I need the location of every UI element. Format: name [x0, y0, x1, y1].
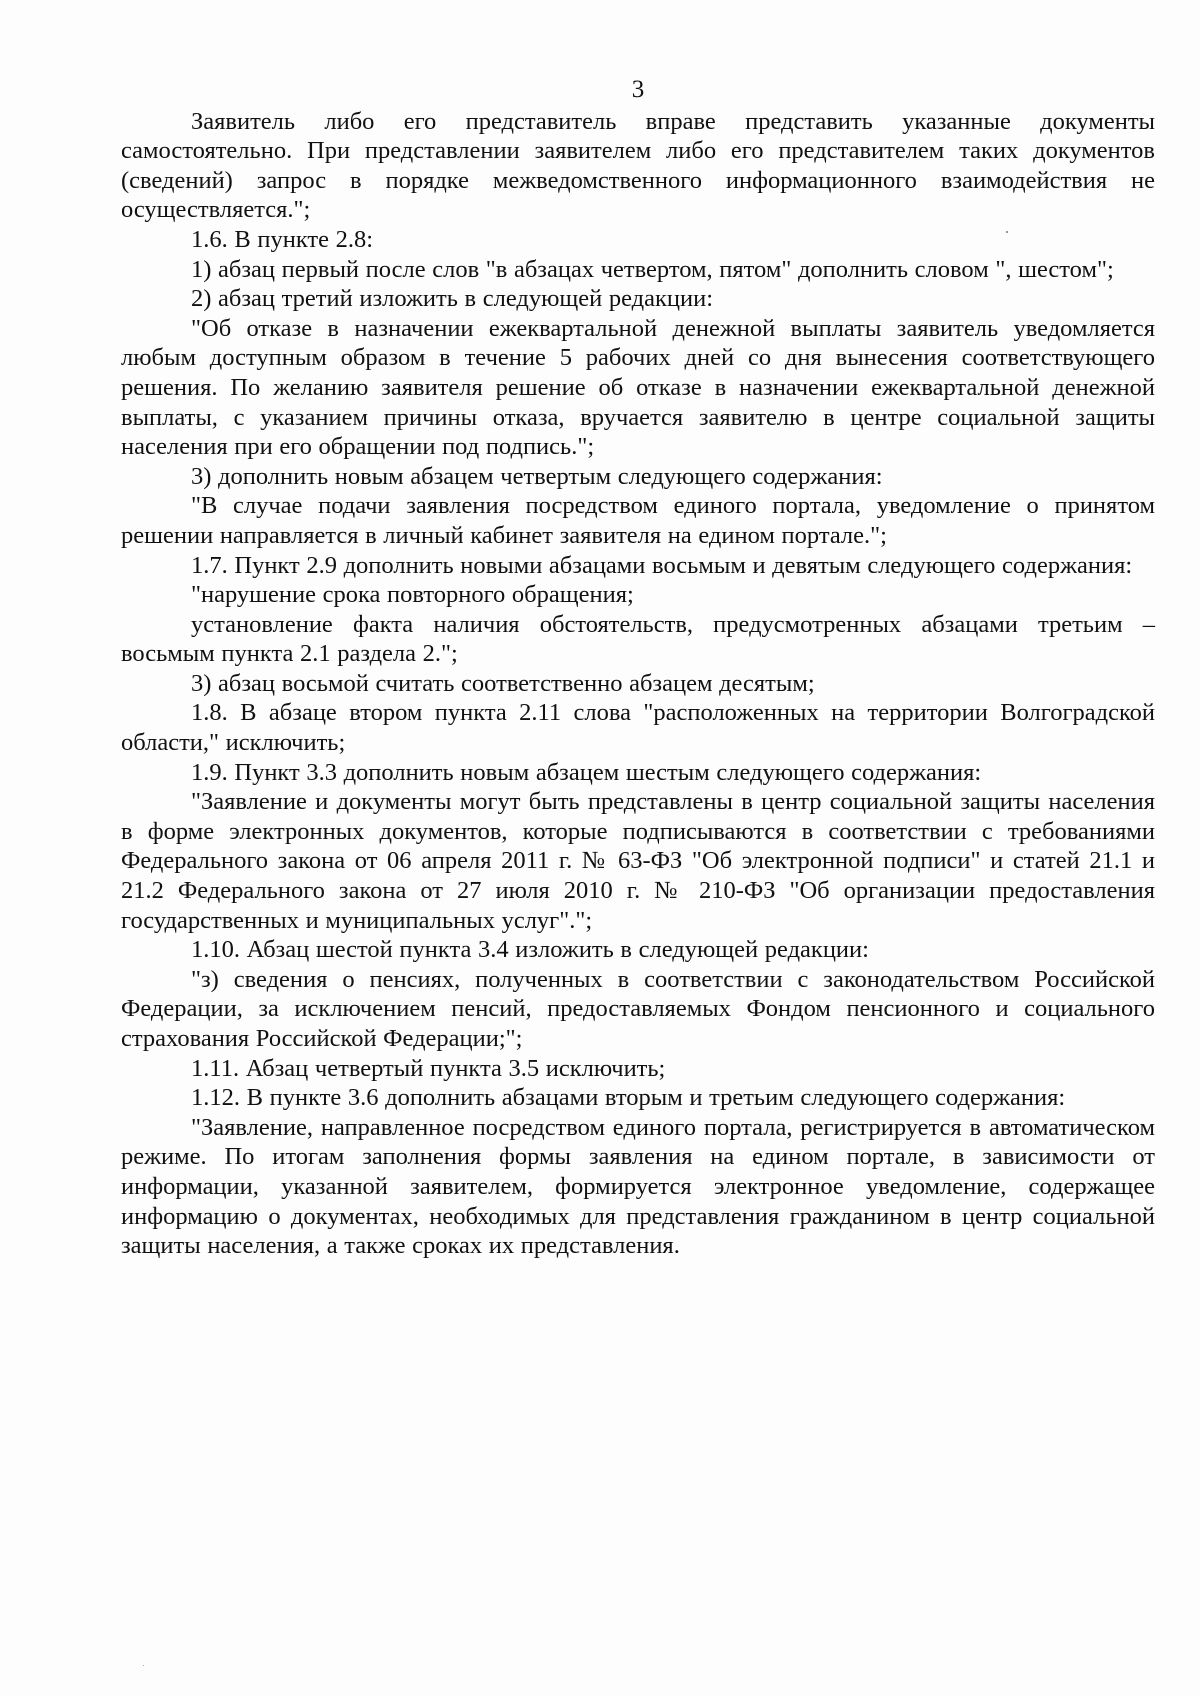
paragraph-1-10: 1.10. Абзац шестой пункта 3.4 изложить в следующей редакции:	[191, 936, 869, 964]
paragraph-1-9: 1.9. Пункт 3.3 дополнить новым абзацем шестым следующего содержания:	[191, 758, 982, 786]
paragraph-1-8: 1.8. В абзаце втором пункта 2.11 слова "расположенных на территории Волгоградской области," исключить;	[121, 699, 1155, 757]
scan-speck	[143, 1665, 144, 1666]
paragraph-1-12: 1.12. В пункте 3.6 дополнить абзацами вторым и третьим следующего содержания:	[191, 1084, 1066, 1112]
paragraph-1-6-item-1: 1) абзац первый после слов "в абзацах четвертом, пятом" дополнить словом ", шестом";	[191, 255, 1114, 283]
paragraph-1-6-item-3: 3) дополнить новым абзацем четвертым следующего содержания:	[191, 462, 883, 490]
paragraph-1-6-item-2: 2) абзац третий изложить в следующей редакции:	[191, 285, 714, 313]
document-body	[121, 75, 1155, 1261]
paragraph-pension-info: "з) сведения о пенсиях, полученных в соответствии с законодательством Российской Федерации, за исключением пенсий, предоставляемых Фондом пенсионного и социального страхования Российской Федерации;";	[121, 965, 1155, 1052]
paragraph-deadline-violation: "нарушение срока повторного обращения;	[191, 581, 634, 609]
paragraph-portal-registration: "Заявление, направленное посредством единого портала, регистрируется в автоматическом режиме. По итогам заполнения формы заявления на едином портале, в зависимости от информации, указанной заявителем, формируется электронное уведомление, содержащее информацию о документах, необходимых для представления гражданином в центр социальной защиты населения, а также сроках их представления.	[121, 1113, 1155, 1260]
paragraph-portal-notice: "В случае подачи заявления посредством единого портала, уведомление о принятом решении направляется в личный кабинет заявителя на едином портале.";	[121, 492, 1155, 549]
paragraph-1-11: 1.11. Абзац четвертый пункта 3.5 исключить;	[191, 1054, 666, 1082]
page-number: 3	[631, 76, 645, 103]
paragraph-circumstances: установление факта наличия обстоятельств, предусмотренных абзацами третьим – восьмым пункта 2.1 раздела 2.";	[121, 610, 1155, 668]
paragraph-applicant-documents: Заявитель либо его представитель вправе представить указанные документы самостоятельно. При представлении заявителем либо его представителем таких документов (сведений) запрос в порядке межведомственного информационного взаимодействия не осуществляется.";	[121, 107, 1155, 224]
paragraph-1-6: 1.6. В пункте 2.8:	[191, 225, 374, 253]
paragraph-1-7: 1.7. Пункт 2.9 дополнить новыми абзацами восьмым и девятым следующего содержания:	[191, 551, 1133, 579]
paragraph-electronic-documents: "Заявление и документы могут быть представлены в центр социальной защиты населения в форме электронных документов, которые подписываются в соответствии с требованиями Федерального закона от 06 апреля 2011 г. № 63-ФЗ "Об электронной подписи" и статей 21.1 и 21.2 Федерального закона от 27 июля 2010 г. № 210-ФЗ "Об организации предоставления государственных и муниципальных услуг".";	[121, 788, 1155, 934]
paragraph-1-7-item-3: 3) абзац восьмой считать соответственно абзацем десятым;	[191, 669, 815, 697]
scan-speck	[1006, 231, 1008, 233]
paragraph-refusal-notice: "Об отказе в назначении ежеквартальной денежной выплаты заявитель уведомляется любым доступным образом в течение 5 рабочих дней со дня вынесения соответствующего решения. По желанию заявителя решение об отказе в назначении ежеквартальной денежной выплаты, с указанием причины отказа, вручается заявителю в центре социальной защиты населения при его обращении под подпись.";	[121, 314, 1155, 461]
